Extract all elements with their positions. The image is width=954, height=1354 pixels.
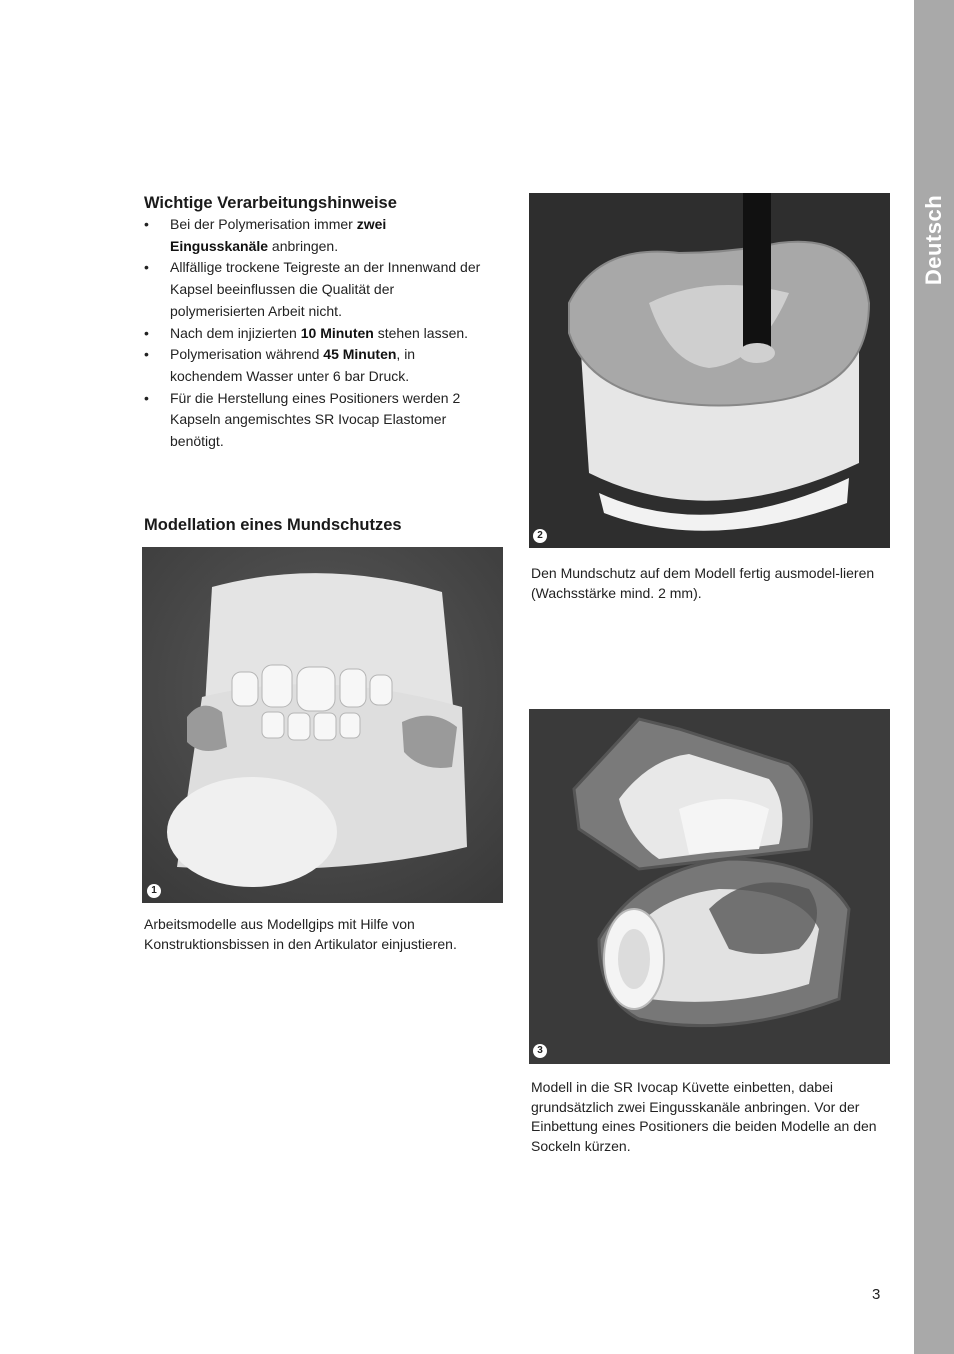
list-item-text: Für die Herstellung eines Positioners werden 2 Kapseln angemischtes SR Ivocap Elastomer benötigt.	[170, 389, 461, 450]
ivocap-flask-illustration	[529, 709, 890, 1064]
list-item	[144, 344, 489, 387]
figure-1-photo	[142, 547, 503, 903]
figure-1-caption: Arbeitsmodelle aus Modellgips mit Hilfe von Konstruktionsbissen in den Artikulator einjustieren.	[144, 916, 457, 952]
list-item-text: stehen lassen.	[373, 324, 469, 341]
list-item	[144, 323, 489, 345]
section-heading-processing-notes: Wichtige Verarbeitungshinweise	[144, 194, 397, 212]
list-item-emphasis: 10 Minuten	[300, 324, 374, 341]
bullet-icon: •	[144, 389, 149, 406]
figure-1-number: 1	[147, 884, 161, 898]
list-item-text: anbringen.	[268, 237, 339, 254]
plaster-model-illustration	[142, 547, 503, 903]
side-tab-label: Deutsch	[921, 194, 946, 286]
bullet-icon: •	[144, 259, 149, 276]
list-item-text: Allfällige trockene Teigreste an der Innenwand der Kapsel beeinflussen die Qualität der polymerisierten Arbeit nicht.	[170, 259, 481, 319]
list-item-emphasis: 45 Minuten	[323, 346, 397, 363]
mouthguard-model-illustration	[529, 193, 890, 548]
figure-3-caption: Modell in die SR Ivocap Küvette einbetten, dabei grundsätzlich zwei Eingusskanäle anbringen. Vor der Einbettung eines Positioners die beiden Modelle an den Sockeln kürzen.	[531, 1079, 877, 1154]
figure-2-caption: Den Mundschutz auf dem Modell fertig ausmodel-lieren (Wachsstärke mind. 2 mm).	[531, 565, 875, 601]
list-item-text: Polymerisation während	[170, 346, 324, 363]
figure-2-number: 2	[533, 529, 547, 543]
list-item	[144, 257, 489, 322]
bullet-icon: •	[144, 216, 149, 232]
list-item-emphasis: zwei	[356, 216, 387, 232]
list-item	[144, 214, 489, 257]
list-item-text: Nach dem injizierten	[170, 324, 301, 341]
figure-3-number: 3	[533, 1044, 547, 1058]
bullet-icon: •	[144, 346, 149, 363]
bullet-icon: •	[144, 324, 149, 341]
list-item-text: Bei der Polymerisation immer	[170, 216, 357, 232]
section-heading-mouthguard: Modellation eines Mundschutzes	[144, 516, 402, 534]
list-item	[144, 388, 489, 453]
figure-2-photo	[529, 193, 890, 548]
list-item-emphasis: Eingusskanäle	[170, 237, 269, 254]
page-number: 3	[872, 1286, 881, 1303]
list-item-text: , in kochendem Wasser unter 6 bar Druck.	[170, 346, 416, 384]
figure-3-photo	[529, 709, 890, 1064]
processing-notes-list	[144, 214, 489, 453]
